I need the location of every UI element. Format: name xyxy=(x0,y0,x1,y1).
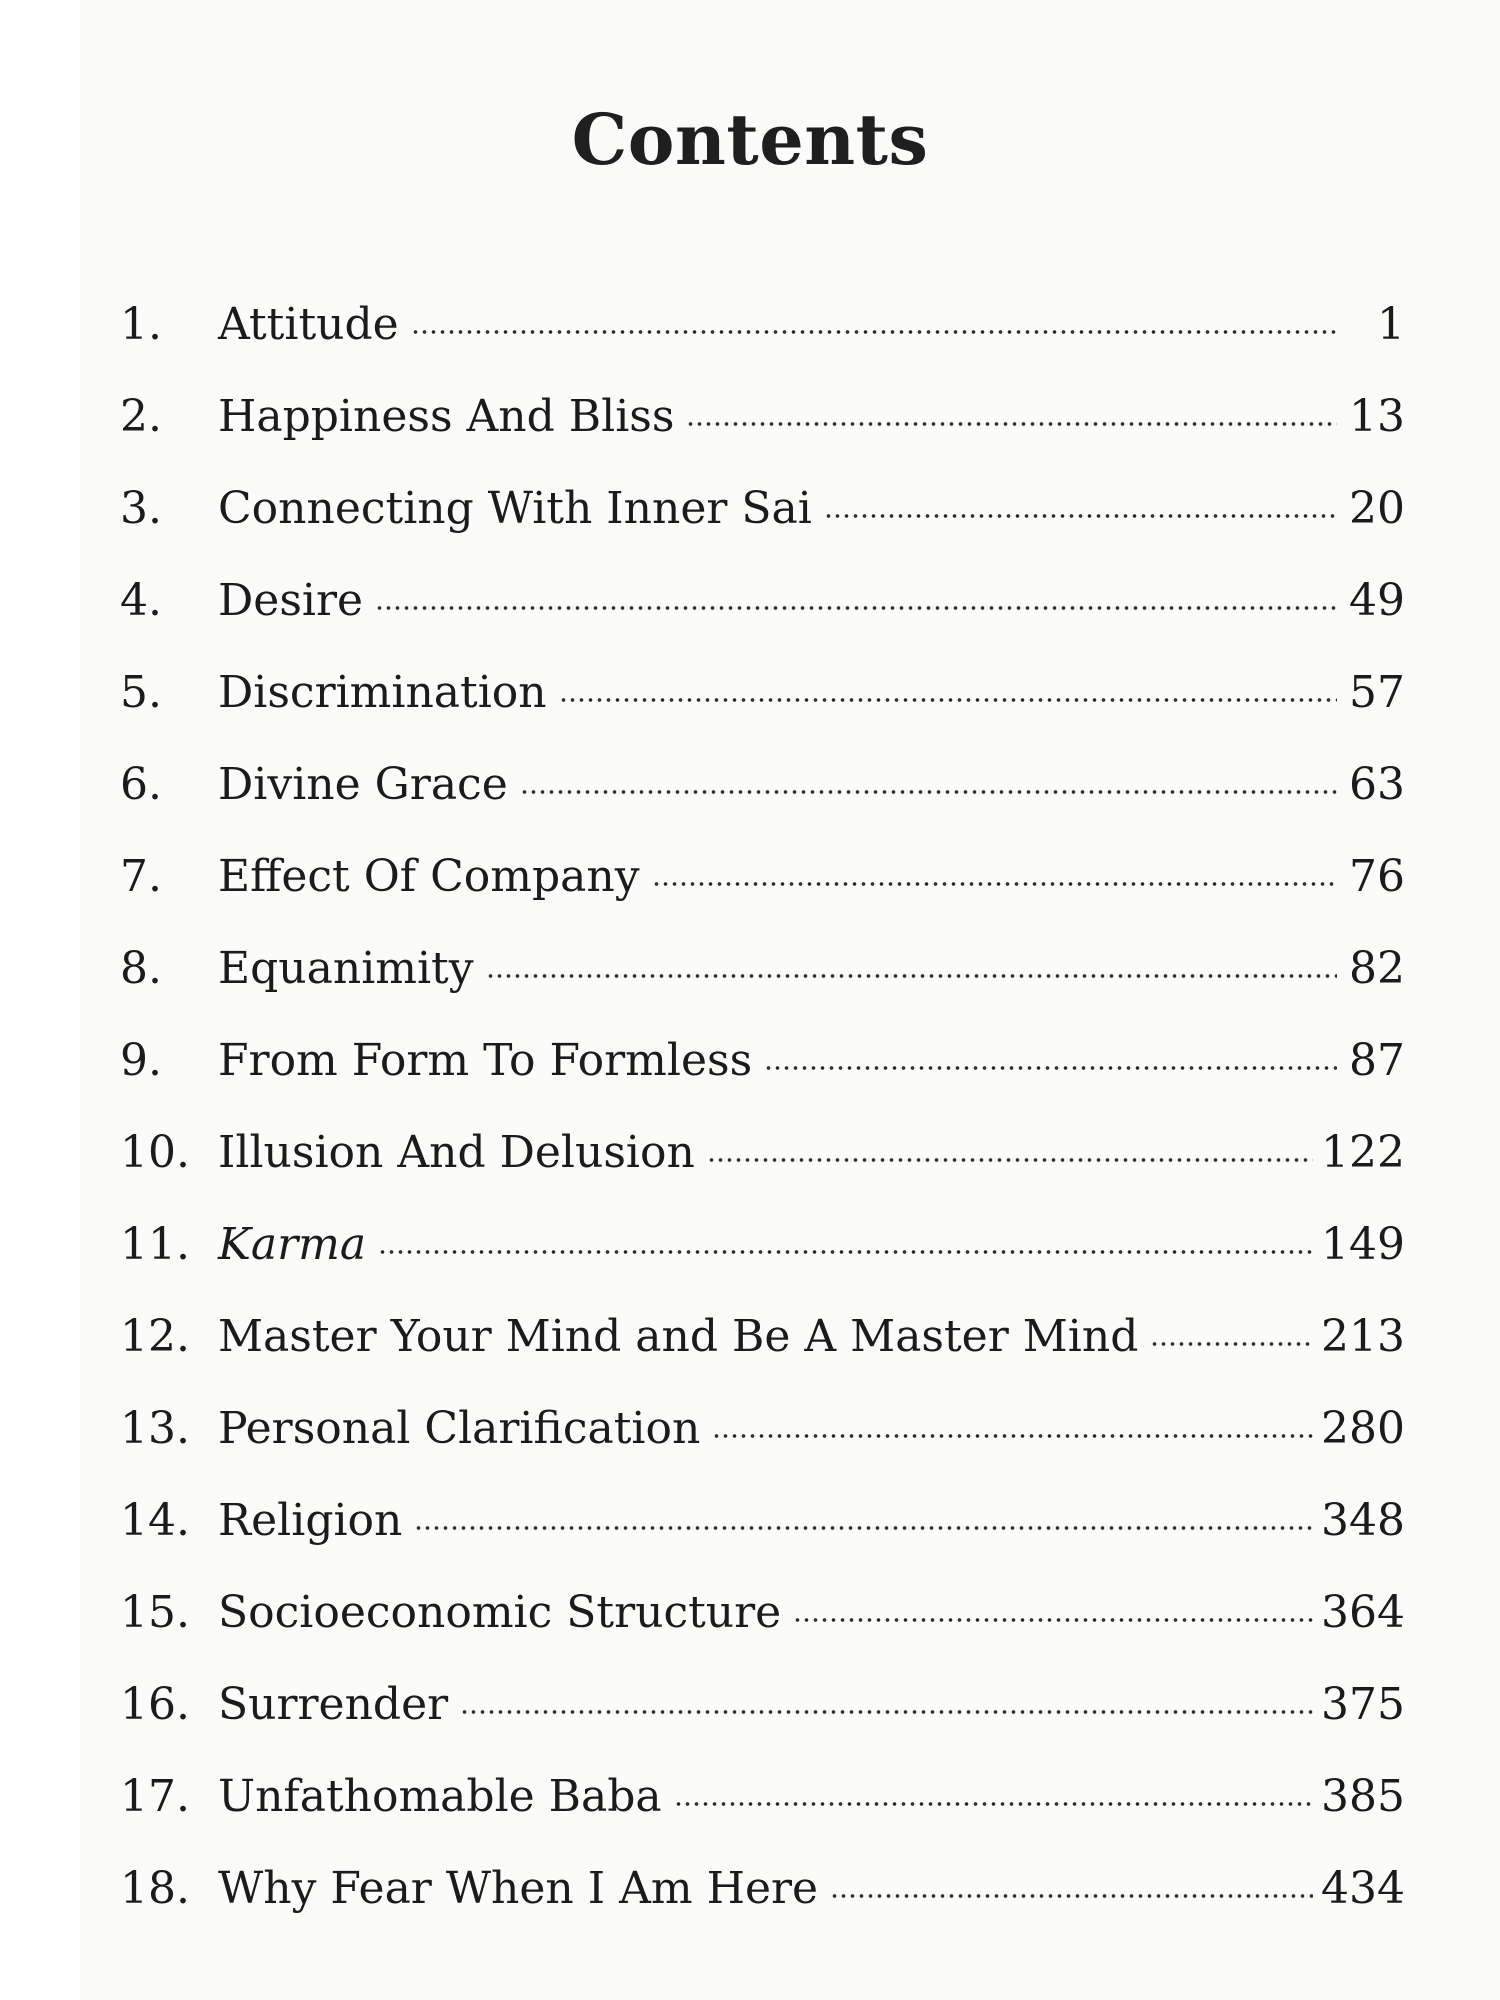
toc-entry[interactable] xyxy=(120,387,1405,479)
chapter-number: 11. xyxy=(120,1219,190,1270)
chapter-number: 18. xyxy=(120,1863,190,1914)
page-number: 280 xyxy=(1321,1403,1405,1454)
chapter-title: Religion xyxy=(218,1495,403,1546)
page-number: 63 xyxy=(1349,759,1405,810)
page-number: 87 xyxy=(1349,1035,1405,1086)
dot-leader xyxy=(652,879,1337,889)
chapter-number: 13. xyxy=(120,1403,190,1454)
chapter-number: 17. xyxy=(120,1771,190,1822)
chapter-title: Personal Clarification xyxy=(218,1403,701,1454)
toc-entry[interactable] xyxy=(120,1123,1405,1215)
chapter-title: Desire xyxy=(218,575,364,626)
toc-entry[interactable] xyxy=(120,1491,1405,1583)
page-number: 375 xyxy=(1321,1679,1405,1730)
page-number: 20 xyxy=(1349,483,1405,534)
chapter-title: Karma xyxy=(218,1219,367,1270)
toc-entry[interactable] xyxy=(120,571,1405,663)
dot-leader xyxy=(375,603,1337,613)
chapter-title: Why Fear When I Am Here xyxy=(218,1863,819,1914)
page-number: 122 xyxy=(1321,1127,1405,1178)
page-number: 1 xyxy=(1377,299,1405,350)
chapter-title: Surrender xyxy=(218,1679,449,1730)
chapter-title: Connecting With Inner Sai xyxy=(218,483,812,534)
chapter-number: 10. xyxy=(120,1127,190,1178)
page-number: 364 xyxy=(1321,1587,1405,1638)
toc-entry[interactable] xyxy=(120,479,1405,571)
page-number: 348 xyxy=(1321,1495,1405,1546)
chapter-number: 9. xyxy=(120,1035,162,1086)
chapter-title: Master Your Mind and Be A Master Mind xyxy=(218,1311,1139,1362)
toc-entry[interactable] xyxy=(120,663,1405,755)
page-number: 434 xyxy=(1321,1863,1405,1914)
dot-leader xyxy=(707,1155,1313,1165)
page-number: 49 xyxy=(1349,575,1405,626)
dot-leader xyxy=(411,327,1337,337)
toc-entry[interactable] xyxy=(120,939,1405,1031)
chapter-title: Socioeconomic Structure xyxy=(218,1587,782,1638)
dot-leader xyxy=(824,511,1337,521)
chapter-title: Discrimination xyxy=(218,667,547,718)
chapter-number: 5. xyxy=(120,667,162,718)
toc-entry[interactable] xyxy=(120,755,1405,847)
dot-leader xyxy=(378,1247,1313,1257)
dot-leader xyxy=(793,1615,1313,1625)
toc-entry[interactable] xyxy=(120,1583,1405,1675)
dot-leader xyxy=(712,1431,1313,1441)
chapter-number: 7. xyxy=(120,851,162,902)
page-number: 213 xyxy=(1321,1311,1405,1362)
chapter-title: Unfathomable Baba xyxy=(218,1771,662,1822)
toc-entry[interactable] xyxy=(120,1675,1405,1767)
toc-entry[interactable] xyxy=(120,847,1405,939)
page-number: 13 xyxy=(1349,391,1405,442)
chapter-number: 16. xyxy=(120,1679,190,1730)
chapter-title: Illusion And Delusion xyxy=(218,1127,695,1178)
chapter-number: 2. xyxy=(120,391,162,442)
chapter-title: Divine Grace xyxy=(218,759,508,810)
table-of-contents xyxy=(120,295,1405,1951)
dot-leader xyxy=(674,1799,1313,1809)
dot-leader xyxy=(486,971,1337,981)
page-title: Contents xyxy=(571,97,929,181)
chapter-title: Happiness And Bliss xyxy=(218,391,675,442)
dot-leader xyxy=(520,787,1337,797)
page-number: 76 xyxy=(1349,851,1405,902)
page-number: 149 xyxy=(1321,1219,1405,1270)
dot-leader xyxy=(764,1063,1337,1073)
chapter-number: 12. xyxy=(120,1311,190,1362)
toc-entry[interactable] xyxy=(120,1031,1405,1123)
page-number: 82 xyxy=(1349,943,1405,994)
chapter-title: Effect Of Company xyxy=(218,851,640,902)
chapter-title: Equanimity xyxy=(218,943,474,994)
chapter-number: 8. xyxy=(120,943,162,994)
chapter-title: Attitude xyxy=(218,299,399,350)
toc-entry[interactable] xyxy=(120,1399,1405,1491)
chapter-number: 4. xyxy=(120,575,162,626)
dot-leader xyxy=(559,695,1337,705)
dot-leader xyxy=(414,1523,1313,1533)
dot-leader xyxy=(1150,1339,1313,1349)
toc-entry[interactable] xyxy=(120,295,1405,387)
page-number: 385 xyxy=(1321,1771,1405,1822)
dot-leader xyxy=(686,419,1337,429)
page-number: 57 xyxy=(1349,667,1405,718)
chapter-title: From Form To Formless xyxy=(218,1035,753,1086)
chapter-number: 3. xyxy=(120,483,162,534)
chapter-number: 14. xyxy=(120,1495,190,1546)
toc-entry[interactable] xyxy=(120,1767,1405,1859)
dot-leader xyxy=(460,1707,1313,1717)
chapter-number: 6. xyxy=(120,759,162,810)
chapter-number: 15. xyxy=(120,1587,190,1638)
toc-entry[interactable] xyxy=(120,1307,1405,1399)
chapter-number: 1. xyxy=(120,299,162,350)
toc-entry[interactable] xyxy=(120,1859,1405,1951)
toc-entry[interactable] xyxy=(120,1215,1405,1307)
dot-leader xyxy=(830,1891,1313,1901)
